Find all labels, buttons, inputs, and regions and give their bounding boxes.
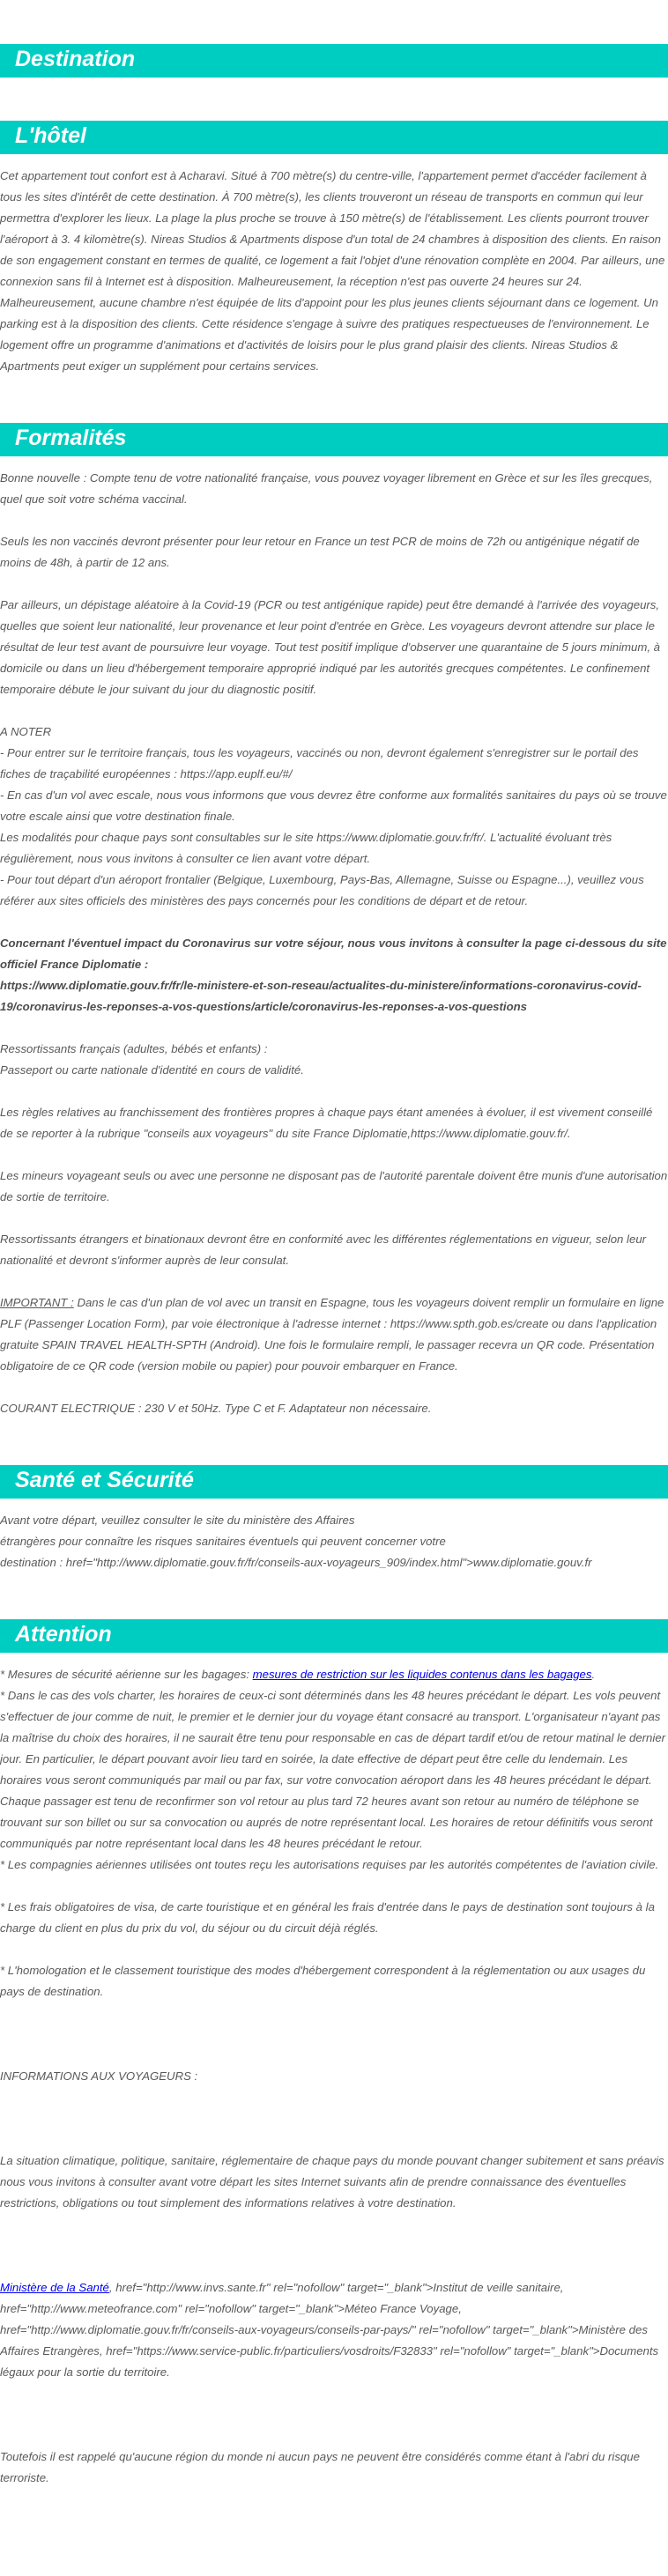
paragraph: A NOTER - Pour entrer sur le territoire français, tous les voyageurs, vaccinés ou non, devront également s'enregistrer sur le portail des fiches de traçabilité européennes : https://app.euplf.eu/#/ - En cas d'un vol avec escale, nous vous informons que vous devrez être conforme aux formalités sanitaires du pays où se trouve votre escale ainsi que votre destination finale. Les modalités pour chaque pays sont consultables sur le site https://www.diplomatie.gouv.fr/fr/. L'actualité évoluant très régulièrement, nous vous invitons à consulter ce lien avant votre départ. - Pour tout départ d'un aéroport frontalier (Belgique, Luxembourg, Pays-Bas, Allemagne, Suisse ou Espagne...), veuillez vous référer aux sites officiels des ministères des pays concernés pour les conditions de départ et de retour. [0,725,667,907]
section-hotel [0,121,668,377]
paragraph: Par ailleurs, un dépistage aléatoire à la Covid-19 (PCR ou test antigénique rapide) peut être demandé à l'arrivée des voyageurs, quelles que soient leur nationalité, leur provenance et leur point d'entrée en Grèce. Les voyageurs devront attendre sur place le résultat de leur test avant de poursuivre leur voyage. Tout test positif implique d'observer une quarantaine de 5 jours minimum, à domicile ou dans un lieu d'hébergement temporaire approprié indiqué par les autorités grecques compétentes. Le confinement temporaire débute le jour suivant du jour du diagnostic positif. [0,598,661,696]
paragraph: COURANT ELECTRIQUE : 230 V et 50Hz. Type C et F. Adaptateur non nécessaire. [0,1402,432,1415]
section-content-attention [0,1653,668,2489]
section-content-formalites [0,456,668,1419]
section-attention [0,1619,668,2489]
section-title-formalites: Formalités [15,426,127,450]
liquids-restriction-link[interactable]: mesures de restriction sur les liquides contenus dans les bagages [252,1668,592,1681]
paragraph: Ressortissants français (adultes, bébés et enfants) : Passeport ou carte nationale d'identité en cours de validité. [0,1042,304,1077]
paragraph: * Les compagnies aériennes utilisées ont toutes reçu les autorisations requises par les autorités compétentes de l'aviation civile. [0,1858,659,1871]
paragraph: Les règles relatives au franchissement des frontières propres à chaque pays étant amenées à évoluer, il est vivement conseillé de se reporter à la rubrique "conseils aux voyageurs" du site France Diplomatie,https://www.diplomatie.gouv.fr/. [0,1106,653,1140]
section-title-sante-securite: Santé et Sécurité [15,1468,194,1492]
section-header-attention [0,1619,668,1653]
section-title-attention: Attention [15,1622,112,1647]
nowrap-text: href="http://www.diplomatie.gouv.fr/fr/conseils-aux-voyageurs_909/index.html">www.diplomatie.gouv.fr [65,1556,592,1569]
paragraph: INFORMATIONS AUX VOYAGEURS : [0,2069,198,2083]
section-header-destination [0,44,668,78]
paragraph: Avant votre départ, veuillez consulter le site du ministère des Affaires étrangères pour connaître les risques sanitaires éventuels qui peuvent concerner votre destination : href="http://www.diplomatie.gouv.fr/fr/conseils-aux-voyageurs_909/index.html">www.diplomatie.gouv.fr [0,1514,592,1569]
paragraph: Les mineurs voyageant seuls ou avec une personne ne disposant pas de l'autorité parentale doivent être munis d'une autorisation de sortie de territoire. [0,1169,668,1203]
paragraph: Seuls les non vaccinés devront présenter pour leur retour en France un test PCR de moins de 72h ou antigénique négatif de moins de 48h, à partir de 12 ans. [0,535,640,569]
paragraph: Cet appartement tout confort est à Acharavi. Situé à 700 mètre(s) du centre-ville, l'appartement permet d'accéder facilement à tous les sites d'intérêt de cette destination. À 700 mètre(s), les clients trouveront un réseau de transports en commun qui leur permettra d'explorer les lieux. La plage la plus proche se trouve à 150 mètre(s) de l'établissement. Les clients pourront trouver l'aéroport à 3. 4 kilomètre(s). Nireas Studios & Apartments dispose d'un total de 24 chambres à disposition des clients. En raison de son engagement constant en termes de qualité, ce logement a fait l'objet d'une rénovation complète en 2004. Par ailleurs, une connexion sans fil à Internet est à disposition. Malheureusement, la réception n'est pas ouverte 24 heures sur 24. Malheureusement, aucune chambre n'est équipée de lits d'appoint pour les plus jeunes clients séjournant dans ce logement. Un parking est à la disposition des clients. Cette résidence s'engage à suivre des pratiques respectueuses de l'environnement. Le logement offre un programme d'animations et d'activités de loisirs pour le plus grand plaisir des clients. Nireas Studios & Apartments peut exiger un supplément pour certains services. [0,169,665,373]
paragraph: * Mesures de sécurité aérienne sur les bagages: mesures de restriction sur les liquides contenus dans les bagages. [0,1668,596,1681]
paragraph: * Dans le cas des vols charter, les horaires de ceux-ci sont déterminés dans les 48 heures précédant le départ. Les vols peuvent s'effectuer de jour comme de nuit, le premier et le dernier jour du voyage étant consacré au transport. L'organisateur n'ayant pas la maîtrise du choix des horaires, il ne saurait être tenu pour responsable en cas de départ tardif et/ou de retour matinal le dernier jour. En particulier, le départ pouvant avoir lieu tard en soirée, la date effective de départ peut être celle du lendemain. Les horaires vous seront communiqués par mail ou par fax, sur votre convocation aéroport dans les 48 heures précédant le départ. Chaque passager est tenu de reconfirmer son vol retour au plus tard 72 heures avant son retour au numéro de téléphone se trouvant sur son billet ou sur sa convocation ou auprés de notre représentant local. Les horaires de retour définitifs vous seront communiqués par notre représentant local dans les 48 heures précédant le retour. [0,1689,666,1850]
paragraph: * Les frais obligatoires de visa, de carte touristique et en général les frais d'entrée dans le pays de destination sont toujours à la charge du client en plus du prix du vol, du séjour ou du circuit déjà réglés. [0,1900,655,1935]
paragraph: * L'homologation et le classement touristique des modes d'hébergement correspondent à la réglementation ou aux usages du pays de destination. [0,1964,646,1998]
paragraph: IMPORTANT : Dans le cas d'un plan de vol avec un transit en Espagne, tous les voyageurs doivent remplir un formulaire en ligne PLF (Passenger Location Form), par voie électronique à l'adresse internet : https://www.spth.gob.es/create ou dans l'application gratuite SPAIN TRAVEL HEALTH-SPTH (Android). Une fois le formulaire rempli, le passager recevra un QR code. Présentation obligatoire de ce QR code (version mobile ou papier) pour pouvoir embarquer en France. [0,1296,664,1373]
paragraph: Toutefois il est rappelé qu'aucune région du monde ni aucun pays ne peuvent être considérés comme étant à l'abri du risque terroriste. [0,2450,640,2484]
paragraph: La situation climatique, politique, sanitaire, réglementaire de chaque pays du monde pouvant changer subitement et sans préavis nous vous invitons à consulter avant votre départ les sites Internet suivants afin de prendre connaissance des éventuelles restrictions, obligations ou tout simplement des informations relatives à votre destination. [0,2154,664,2210]
paragraph: Bonne nouvelle : Compte tenu de votre nationalité française, vous pouvez voyager librement en Grèce et sur les îles grecques, quel que soit votre schéma vaccinal. [0,471,653,506]
paragraph: Concernant l'éventuel impact du Coronavirus sur votre séjour, nous vous invitons à consulter la page ci-dessous du site officiel France Diplomatie : https://www.diplomatie.gouv.fr/fr/le-ministere-et-son-reseau/actualites-du-ministere/informations-coronavirus-covid-19/coronavirus-les-reponses-a-vos-questions/article/coronavirus-les-reponses-a-vos-questions [0,936,667,1013]
paragraph: Ministère de la Santé, href="http://www.invs.sante.fr" rel="nofollow" target="_blank">Institut de veille sanitaire, href="http://www.meteofrance.com" rel="nofollow" target="_blank">Méteo France Voyage, href="http://www.diplomatie.gouv.fr/fr/conseils-aux-voyageurs/conseils-par-pays/" rel="nofollow" target="_blank">Ministère des Affaires Etrangères, href="https://www.service-public.fr/particuliers/vosdroits/F32833" rel="nofollow" target="_blank">Documents légaux pour la sortie du territoire. [0,2281,659,2379]
section-title-destination: Destination [15,47,136,71]
section-header-sante-securite [0,1465,668,1499]
paragraph: Ressortissants étrangers et binationaux devront être en conformité avec les différentes réglementations en vigueur, selon leur nationalité et devront s'informer auprès de leur consulat. [0,1232,647,1267]
section-header-hotel [0,121,668,154]
section-destination [0,44,668,78]
section-header-formalites [0,423,668,456]
section-content-hotel [0,154,668,377]
ministere-sante-link[interactable]: Ministère de la Santé [0,2281,109,2294]
section-sante-securite [0,1465,668,1573]
underlined-text: IMPORTANT : [0,1296,74,1309]
section-content-sante-securite [0,1499,668,1573]
section-formalites [0,423,668,1419]
section-title-hotel: L'hôtel [15,123,86,148]
